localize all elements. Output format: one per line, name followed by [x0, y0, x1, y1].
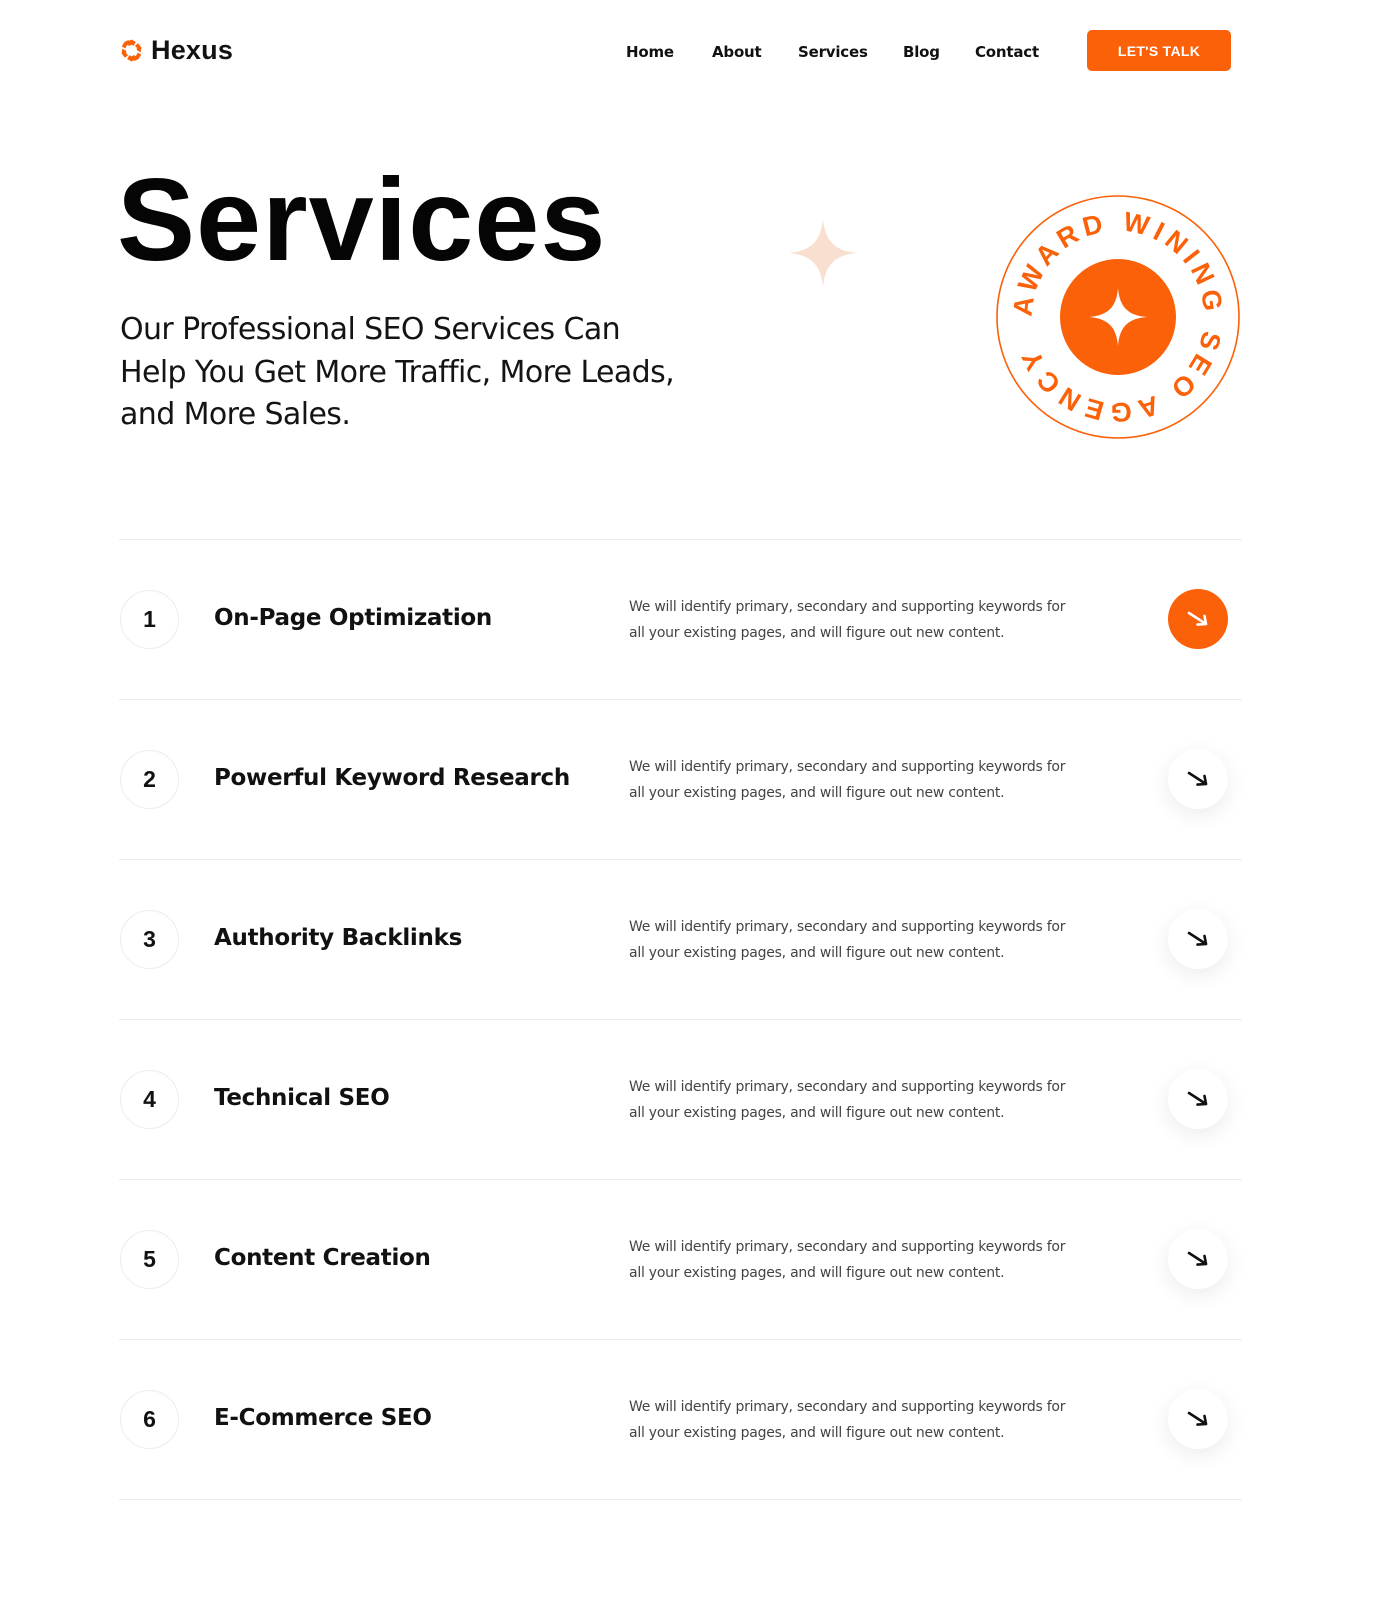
service-number: 1 — [120, 590, 179, 649]
arrow-down-right-icon — [1184, 765, 1212, 793]
service-arrow-button[interactable] — [1168, 589, 1228, 649]
hero-subtitle-line: Help You Get More Traffic, More Leads, — [120, 354, 675, 390]
service-number: 2 — [120, 750, 179, 809]
service-row — [119, 1340, 1242, 1499]
arrow-down-right-icon — [1184, 1085, 1212, 1113]
service-title[interactable]: Powerful Keyword Research — [214, 765, 570, 791]
service-arrow-button[interactable] — [1168, 1229, 1228, 1289]
service-description-line: all your existing pages, and will figure out new content. — [629, 944, 1005, 961]
service-description-line: all your existing pages, and will figure out new content. — [629, 624, 1005, 641]
hero-subtitle — [120, 309, 760, 437]
lets-talk-button[interactable]: LET'S TALK — [1087, 30, 1231, 71]
service-number: 4 — [120, 1070, 179, 1129]
service-row — [119, 1180, 1242, 1339]
service-title[interactable]: Authority Backlinks — [214, 925, 462, 951]
sparkle-icon — [789, 219, 857, 287]
logo-link[interactable] — [119, 34, 233, 66]
award-badge — [995, 194, 1241, 440]
badge-text: AWARD WINING SEO AGENCY — [1007, 206, 1229, 428]
service-title[interactable]: Technical SEO — [214, 1085, 390, 1111]
hero-subtitle-line: Our Professional SEO Services Can — [120, 312, 621, 347]
service-description-line: all your existing pages, and will figure out new content. — [629, 1264, 1005, 1281]
brand-name: Hexus — [151, 35, 234, 65]
service-number: 5 — [120, 1230, 179, 1289]
service-arrow-button[interactable] — [1168, 909, 1228, 969]
service-description-line: We will identify primary, secondary and supporting keywords for — [629, 919, 1066, 935]
service-description-line: We will identify primary, secondary and supporting keywords for — [629, 1079, 1066, 1095]
service-description-line: all your existing pages, and will figure out new content. — [629, 1424, 1005, 1441]
service-arrow-button[interactable] — [1168, 749, 1228, 809]
service-description-line: We will identify primary, secondary and supporting keywords for — [629, 599, 1066, 615]
nav-item-about[interactable]: About — [712, 43, 762, 61]
service-description-line: We will identify primary, secondary and supporting keywords for — [629, 1399, 1066, 1415]
service-number: 6 — [120, 1390, 179, 1449]
service-description-line: all your existing pages, and will figure out new content. — [629, 784, 1005, 801]
service-row — [119, 540, 1242, 699]
service-description — [629, 1235, 1099, 1286]
arrow-down-right-icon — [1184, 605, 1212, 633]
nav-item-services[interactable]: Services — [798, 43, 868, 61]
service-description-line: We will identify primary, secondary and supporting keywords for — [629, 759, 1066, 775]
divider — [119, 1499, 1242, 1500]
service-title[interactable]: On-Page Optimization — [214, 605, 493, 631]
service-description — [629, 1395, 1099, 1446]
nav-item-blog[interactable]: Blog — [903, 43, 940, 61]
arrow-down-right-icon — [1184, 1245, 1212, 1273]
arrow-down-right-icon — [1184, 925, 1212, 953]
service-description-line: all your existing pages, and will figure out new content. — [629, 1104, 1005, 1121]
award-badge-graphic — [995, 194, 1241, 440]
nav-item-home[interactable]: Home — [626, 43, 674, 61]
service-description — [629, 915, 1099, 966]
nav-item-contact[interactable]: Contact — [975, 43, 1039, 61]
service-description-line: We will identify primary, secondary and supporting keywords for — [629, 1239, 1066, 1255]
service-title[interactable]: Content Creation — [214, 1245, 431, 1271]
service-description — [629, 595, 1099, 646]
service-arrow-button[interactable] — [1168, 1389, 1228, 1449]
service-number: 3 — [120, 910, 179, 969]
site-header — [0, 0, 1397, 100]
service-row — [119, 700, 1242, 859]
service-row — [119, 860, 1242, 1019]
service-description — [629, 1075, 1099, 1126]
services-list — [119, 539, 1242, 1500]
hexus-logo-icon — [119, 38, 144, 63]
hero-subtitle-line: and More Sales. — [120, 397, 351, 432]
service-description — [629, 755, 1099, 806]
page-title: Services — [117, 154, 607, 285]
arrow-down-right-icon — [1184, 1405, 1212, 1433]
service-title[interactable]: E-Commerce SEO — [214, 1405, 432, 1431]
service-arrow-button[interactable] — [1168, 1069, 1228, 1129]
service-row — [119, 1020, 1242, 1179]
